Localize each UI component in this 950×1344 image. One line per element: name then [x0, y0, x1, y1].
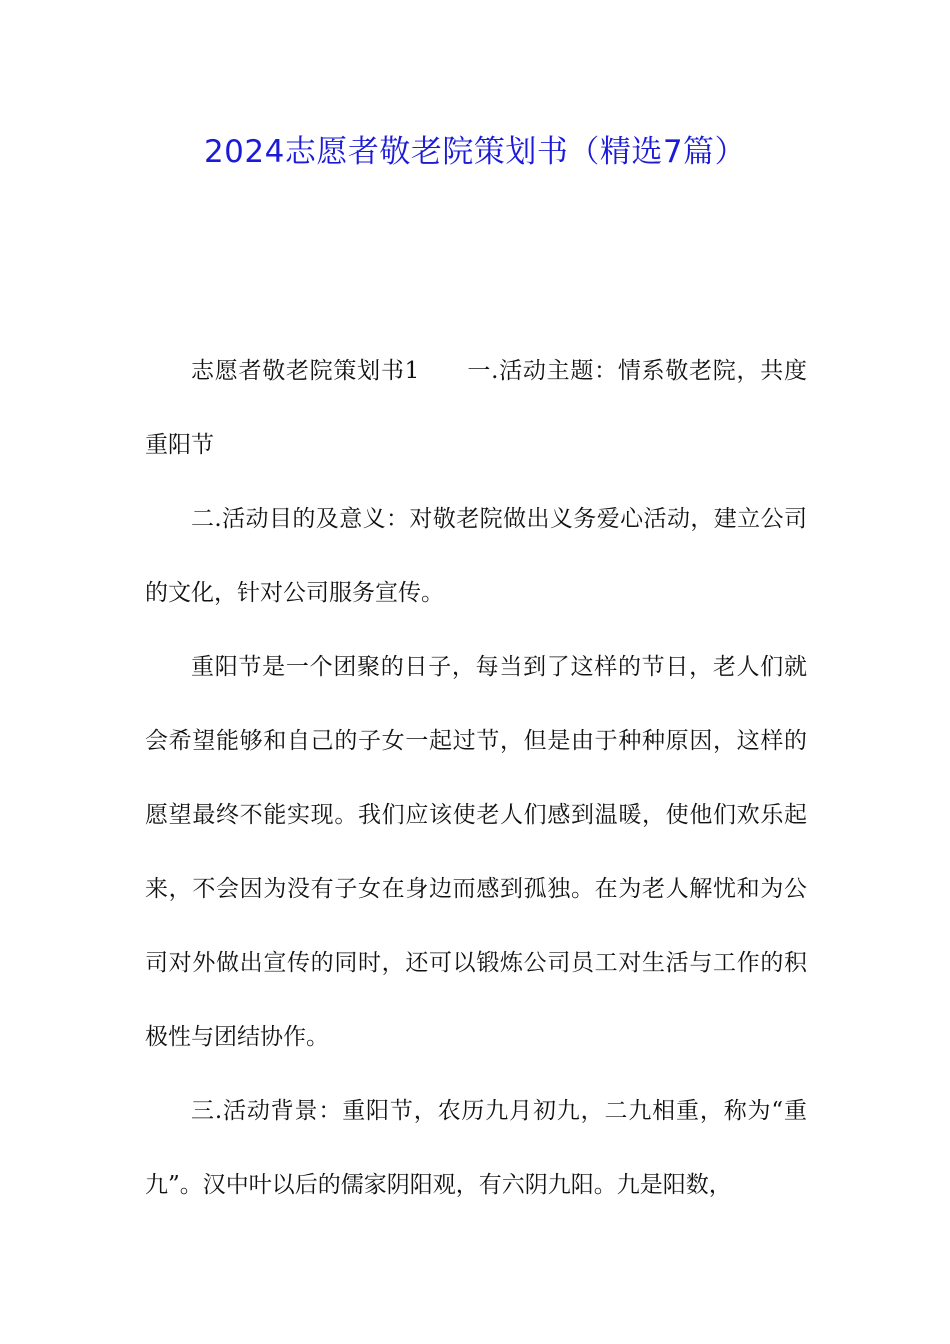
document-body: [145, 334, 807, 1222]
paragraph-2: 二.活动目的及意义：对敬老院做出义务爱心活动，建立公司的文化，针对公司服务宣传。: [145, 506, 807, 606]
paragraph-4: 三.活动背景：重阳节，农历九月初九，二九相重，称为“重九”。汉中叶以后的儒家阴阳观，有六阴九阳。九是阳数，: [145, 1098, 807, 1198]
paragraph-3: 重阳节是一个团聚的日子，每当到了这样的节日，老人们就会希望能够和自己的子女一起过节，但是由于种种原因，这样的愿望最终不能实现。我们应该使老人们感到温暖，使他们欢乐起来，不会因为没有子女在身边而感到孤独。在为老人解忧和为公司对外做出宣传的同时，还可以锻炼公司员工对生活与工作的积极性与团结协作。: [145, 654, 807, 1050]
paragraph-1: 志愿者敬老院策划书1 一.活动主题：情系敬老院，共度重阳节: [145, 358, 807, 458]
document-title: 2024志愿者敬老院策划书（精选7篇）: [203, 134, 747, 170]
